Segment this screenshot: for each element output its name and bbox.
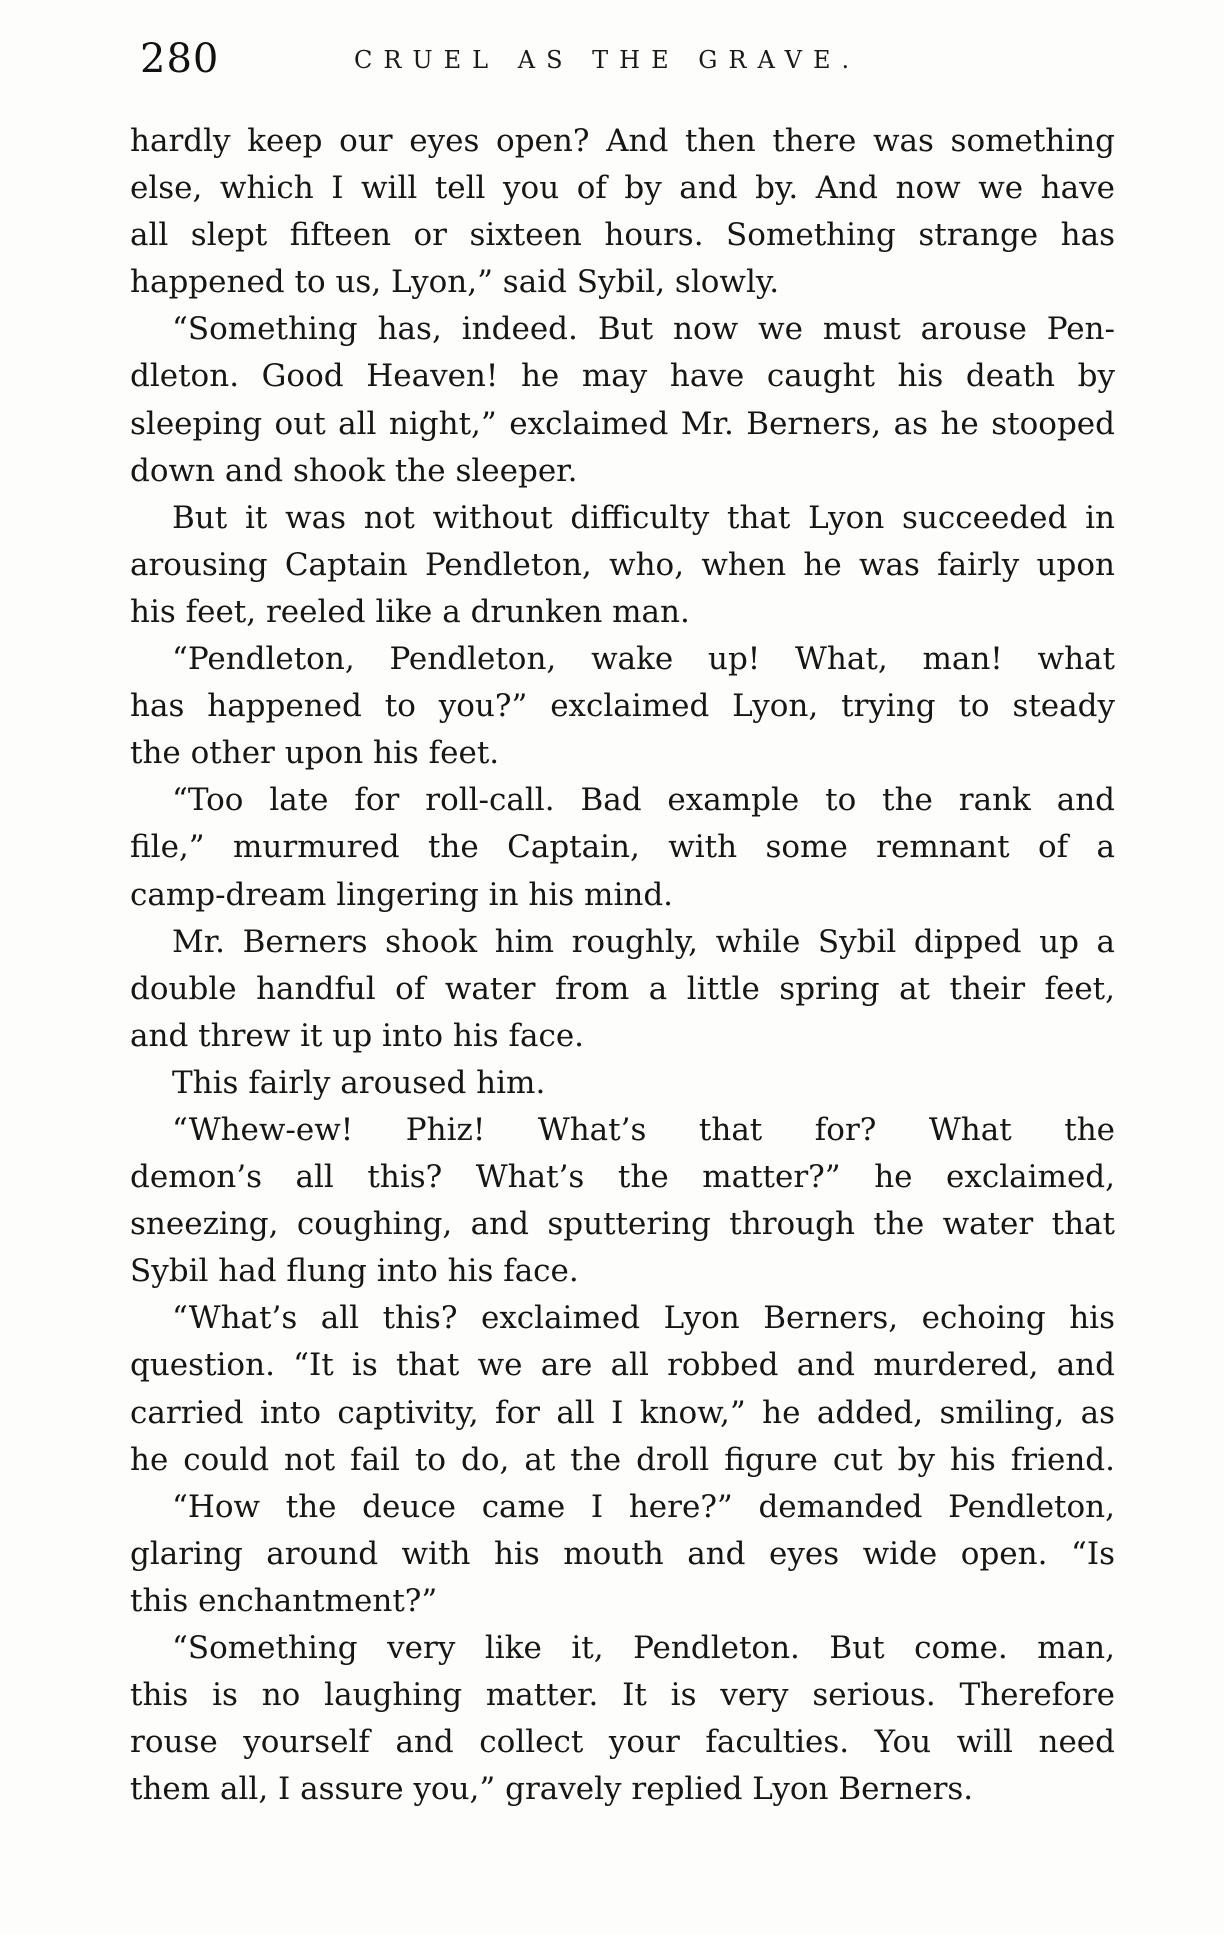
text-line: sneezing, coughing, and sputtering through the water that	[130, 1206, 1115, 1243]
text-line: “Pendleton, Pendleton, wake up! What, man! what	[172, 641, 1115, 678]
page-number: 280	[140, 36, 220, 82]
text-line: them all, I assure you,” gravely replied Lyon Berners.	[130, 1771, 974, 1808]
text-line: arousing Captain Pendleton, who, when he was fairly upon	[130, 546, 1115, 583]
text-line: he could not fail to do, at the droll figure cut by his friend.	[130, 1441, 1115, 1478]
text-line: rouse yourself and collect your faculties. You will need	[130, 1724, 1115, 1761]
text-line: “What’s all this? exclaimed Lyon Berners, echoing his	[172, 1300, 1115, 1337]
text-line: “Something very like it, Pendleton. But come. man,	[172, 1630, 1115, 1666]
text-line: carried into captivity, for all I know,” he added, smiling, as	[130, 1394, 1115, 1431]
text-line: Sybil had flung into his face.	[130, 1253, 579, 1290]
text-line: and threw it up into his face.	[130, 1017, 585, 1054]
body-text	[130, 118, 1115, 1813]
text-line: this enchantment?”	[130, 1582, 438, 1619]
text-line: “Whew-ew! Phiz! What’s that for? What the	[172, 1111, 1115, 1148]
page-header	[132, 36, 1122, 96]
text-line: the other upon his feet.	[130, 735, 500, 772]
text-line: happened to us, Lyon,” said Sybil, slowly.	[130, 264, 780, 301]
text-line: double handful of water from a little spring at their feet,	[130, 970, 1115, 1007]
text-line: “Something has, indeed. But now we must arouse Pen-	[172, 311, 1115, 348]
text-line: Mr. Berners shook him roughly, while Sybil dipped up a	[172, 923, 1115, 960]
text-line: glaring around with his mouth and eyes wide open. “Is	[130, 1535, 1115, 1572]
text-line: question. “It is that we are all robbed and murdered, and	[130, 1347, 1115, 1384]
text-line: camp-dream lingering in his mind.	[130, 876, 674, 913]
text-line: his feet, reeled like a drunken man.	[130, 593, 690, 630]
text-line: file,” murmured the Captain, with some remnant of a	[130, 829, 1115, 866]
text-line: this is no laughing matter. It is very serious. Therefore	[130, 1677, 1115, 1714]
text-line: demon’s all this? What’s the matter?” he exclaimed,	[130, 1159, 1115, 1196]
running-head: CRUEL AS THE GRAVE.	[354, 46, 861, 74]
text-line: sleeping out all night,” exclaimed Mr. Berners, as he stooped	[130, 405, 1115, 442]
text-line: “Too late for roll-call. Bad example to the rank and	[172, 782, 1115, 819]
text-line: This fairly aroused him.	[172, 1064, 546, 1101]
text-line: down and shook the sleeper.	[130, 452, 578, 489]
text-line: all slept fifteen or sixteen hours. Something strange has	[130, 217, 1115, 254]
text-line: dleton. Good Heaven! he may have caught his death by	[130, 358, 1115, 395]
text-line: else, which I will tell you of by and by. And now we have	[130, 170, 1115, 207]
text-line: But it was not without difficulty that Lyon succeeded in	[172, 499, 1115, 536]
text-line: hardly keep our eyes open? And then there was something	[130, 123, 1115, 159]
text-line: “How the deuce came I here?” demanded Pendleton,	[172, 1488, 1115, 1525]
text-line: has happened to you?” exclaimed Lyon, trying to steady	[130, 688, 1115, 725]
